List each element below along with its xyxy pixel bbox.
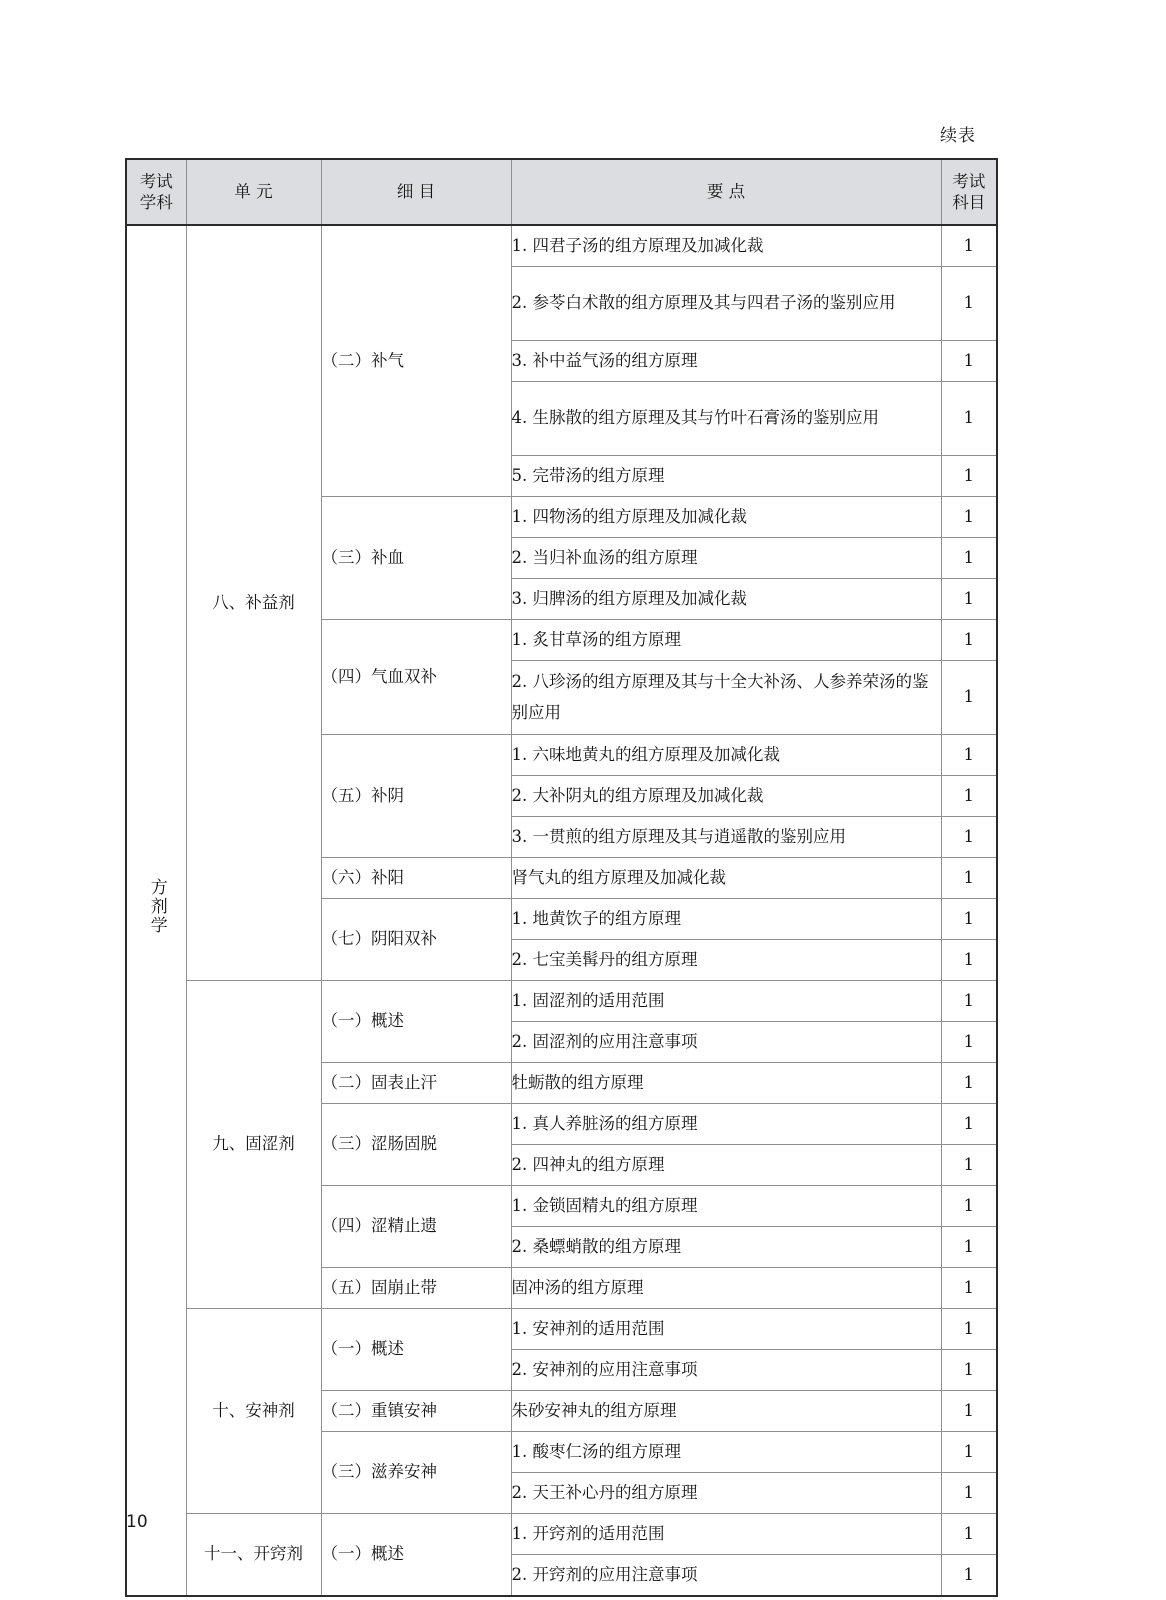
code-cell: 1: [941, 341, 997, 382]
code-cell: 1: [941, 1063, 997, 1104]
continuation-label: 续表: [940, 126, 976, 146]
code-cell: 1: [941, 1022, 997, 1063]
code-cell: 1: [941, 1186, 997, 1227]
point-cell: 2. 开窍剂的应用注意事项: [511, 1555, 941, 1597]
code-cell: 1: [941, 267, 997, 341]
header-point: 要 点: [511, 159, 941, 225]
code-cell: 1: [941, 817, 997, 858]
point-cell: 2. 安神剂的应用注意事项: [511, 1350, 941, 1391]
header-unit: 单 元: [186, 159, 321, 225]
point-cell: 1. 四君子汤的组方原理及加减化裁: [511, 225, 941, 267]
detail-cell: （四）涩精止遗: [321, 1186, 511, 1268]
table-row: [126, 1309, 997, 1350]
subject-label: 方剂学: [146, 877, 167, 935]
unit-cell: 十一、开窍剂: [186, 1514, 321, 1597]
code-cell: 1: [941, 899, 997, 940]
header-row: [126, 159, 997, 225]
detail-cell: （一）概述: [321, 1309, 511, 1391]
table-row: [126, 981, 997, 1022]
code-cell: 1: [941, 981, 997, 1022]
point-cell: 1. 开窍剂的适用范围: [511, 1514, 941, 1555]
syllabus-table-wrapper: [125, 158, 996, 1597]
detail-cell: （二）固表止汗: [321, 1063, 511, 1104]
point-cell: 朱砂安神丸的组方原理: [511, 1391, 941, 1432]
point-cell: 肾气丸的组方原理及加减化裁: [511, 858, 941, 899]
point-cell: 3. 一贯煎的组方原理及其与逍遥散的鉴别应用: [511, 817, 941, 858]
point-cell: 1. 酸枣仁汤的组方原理: [511, 1432, 941, 1473]
point-cell: 1. 金锁固精丸的组方原理: [511, 1186, 941, 1227]
detail-cell: （七）阴阳双补: [321, 899, 511, 981]
point-cell: 2. 天王补心丹的组方原理: [511, 1473, 941, 1514]
code-cell: 1: [941, 858, 997, 899]
point-cell: 1. 四物汤的组方原理及加减化裁: [511, 497, 941, 538]
code-cell: 1: [941, 735, 997, 776]
point-cell: 2. 七宝美髯丹的组方原理: [511, 940, 941, 981]
code-cell: 1: [941, 661, 997, 735]
page-number: 10: [126, 1512, 148, 1532]
table-row: [126, 1514, 997, 1555]
point-cell: 固冲汤的组方原理: [511, 1268, 941, 1309]
detail-cell: （三）涩肠固脱: [321, 1104, 511, 1186]
code-cell: 1: [941, 1309, 997, 1350]
code-cell: 1: [941, 1145, 997, 1186]
code-cell: 1: [941, 1473, 997, 1514]
detail-cell: （一）概述: [321, 981, 511, 1063]
detail-cell: （四）气血双补: [321, 620, 511, 735]
subject-cell: [126, 225, 186, 1596]
point-cell: 1. 固涩剂的适用范围: [511, 981, 941, 1022]
header-code-line2: 科目: [952, 193, 986, 212]
table-row: [126, 225, 997, 267]
code-cell: 1: [941, 1391, 997, 1432]
header-subject-line2: 学科: [139, 193, 173, 212]
header-subject: [126, 159, 186, 225]
header-code: [941, 159, 997, 225]
point-cell: 4. 生脉散的组方原理及其与竹叶石膏汤的鉴别应用: [511, 382, 941, 456]
unit-cell: 十、安神剂: [186, 1309, 321, 1514]
table-body: [126, 225, 997, 1596]
code-cell: 1: [941, 1268, 997, 1309]
point-cell: 2. 大补阴丸的组方原理及加减化裁: [511, 776, 941, 817]
code-cell: 1: [941, 1514, 997, 1555]
point-cell: 1. 炙甘草汤的组方原理: [511, 620, 941, 661]
code-cell: 1: [941, 382, 997, 456]
table-header: [126, 159, 997, 225]
code-cell: 1: [941, 776, 997, 817]
point-cell: 2. 固涩剂的应用注意事项: [511, 1022, 941, 1063]
point-cell: 1. 六味地黄丸的组方原理及加减化裁: [511, 735, 941, 776]
detail-cell: （五）固崩止带: [321, 1268, 511, 1309]
point-cell: 2. 当归补血汤的组方原理: [511, 538, 941, 579]
detail-cell: （三）滋养安神: [321, 1432, 511, 1514]
code-cell: 1: [941, 497, 997, 538]
code-cell: 1: [941, 940, 997, 981]
detail-cell: （二）补气: [321, 225, 511, 497]
point-cell: 2. 桑螵蛸散的组方原理: [511, 1227, 941, 1268]
code-cell: 1: [941, 1432, 997, 1473]
syllabus-table: [125, 158, 998, 1597]
code-cell: 1: [941, 579, 997, 620]
code-cell: 1: [941, 538, 997, 579]
point-cell: 1. 安神剂的适用范围: [511, 1309, 941, 1350]
header-subject-line1: 考试: [139, 171, 173, 191]
detail-cell: （六）补阳: [321, 858, 511, 899]
code-cell: 1: [941, 1227, 997, 1268]
code-cell: 1: [941, 456, 997, 497]
point-cell: 2. 参苓白术散的组方原理及其与四君子汤的鉴别应用: [511, 267, 941, 341]
point-cell: 2. 四神丸的组方原理: [511, 1145, 941, 1186]
point-cell: 3. 归脾汤的组方原理及加减化裁: [511, 579, 941, 620]
unit-cell: 八、补益剂: [186, 225, 321, 981]
point-cell: 1. 地黄饮子的组方原理: [511, 899, 941, 940]
code-cell: 1: [941, 225, 997, 267]
header-code-line1: 考试: [952, 171, 986, 191]
detail-cell: （三）补血: [321, 497, 511, 620]
detail-cell: （五）补阴: [321, 735, 511, 858]
header-detail: 细 目: [321, 159, 511, 225]
code-cell: 1: [941, 1555, 997, 1597]
point-cell: 2. 八珍汤的组方原理及其与十全大补汤、人参养荣汤的鉴别应用: [511, 661, 941, 735]
detail-cell: （二）重镇安神: [321, 1391, 511, 1432]
detail-cell: （一）概述: [321, 1514, 511, 1597]
code-cell: 1: [941, 1350, 997, 1391]
point-cell: 1. 真人养脏汤的组方原理: [511, 1104, 941, 1145]
code-cell: 1: [941, 620, 997, 661]
point-cell: 5. 完带汤的组方原理: [511, 456, 941, 497]
point-cell: 牡蛎散的组方原理: [511, 1063, 941, 1104]
point-cell: 3. 补中益气汤的组方原理: [511, 341, 941, 382]
unit-cell: 九、固涩剂: [186, 981, 321, 1309]
code-cell: 1: [941, 1104, 997, 1145]
